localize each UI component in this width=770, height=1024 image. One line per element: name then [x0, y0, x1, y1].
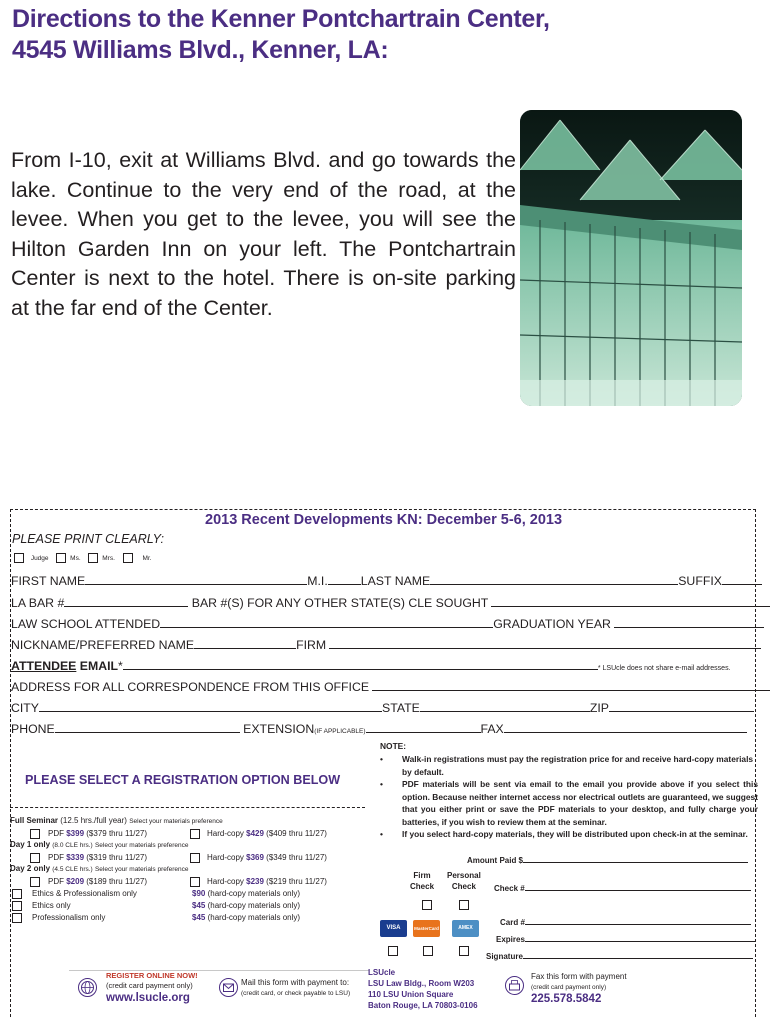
visa-logo	[380, 920, 407, 937]
personal-check-checkbox[interactable]	[459, 900, 469, 910]
fax-block	[531, 971, 627, 993]
hardcopy-price: $369	[246, 853, 264, 862]
option-pref: Select your materials preference	[94, 842, 189, 849]
email-row	[11, 658, 731, 676]
pdf-label: PDF	[48, 829, 64, 838]
email-note: * LSUcle does not share e-mail addresses.	[597, 665, 731, 672]
other-bar-label: BAR #(S) FOR ANY OTHER STATE(S) CLE SOUGHT	[191, 596, 489, 610]
print-clearly-label: PLEASE PRINT CLEARLY:	[12, 532, 164, 546]
salutation-row	[14, 553, 152, 563]
pdf-early-price: ($319 thru 11/27)	[86, 853, 148, 862]
professionalism-checkbox[interactable]	[12, 913, 22, 923]
card-number-text: Card #	[500, 918, 525, 927]
judge-checkbox[interactable]	[14, 553, 24, 563]
option-pref: Select your materials preference	[94, 866, 189, 873]
option-name: Day 2 only	[10, 864, 51, 873]
ms-label: Ms.	[70, 554, 81, 562]
other-bar-field[interactable]	[491, 595, 770, 607]
signature-label	[486, 949, 753, 961]
hardcopy-label: Hard-copy	[207, 877, 244, 886]
hardcopy-early-price: ($219 thru 11/27)	[266, 877, 327, 886]
la-bar-field[interactable]	[64, 595, 188, 607]
option-name: Day 1 only	[10, 840, 51, 849]
address-line-1: LSUcle	[368, 968, 396, 977]
fax-icon	[505, 976, 524, 995]
addon-label: Ethics & Professionalism only	[32, 889, 137, 898]
mrs-checkbox[interactable]	[88, 553, 98, 563]
online-note: (credit card payment only)	[106, 981, 193, 990]
mrs-label: Mrs.	[102, 554, 115, 562]
addon-note: (hard-copy materials only)	[207, 889, 301, 898]
addon-label: Professionalism only	[32, 913, 106, 922]
address-row	[11, 679, 770, 695]
attendee-label: ATTENDEE	[11, 659, 77, 673]
hardcopy-price: $429	[246, 829, 264, 838]
signature-text: Signature	[486, 952, 523, 961]
option-pref: Select your materials preference	[129, 818, 223, 825]
event-title: 2013 Recent Developments KN: December 5-6, 2013	[205, 512, 563, 528]
addon-price: $45	[192, 913, 206, 922]
suffix-label: SUFFIX	[678, 574, 722, 588]
email-asterisk: *	[118, 659, 123, 673]
firm-check-line-2: Check	[410, 882, 435, 891]
state-label: STATE	[382, 701, 420, 715]
day2-pdf-checkbox[interactable]	[30, 877, 40, 887]
mail-note: (credit card, or check payable to LSU)	[241, 990, 351, 997]
judge-label: Judge	[30, 554, 49, 562]
email-field[interactable]	[123, 658, 598, 670]
title-line-2: 4545 Williams Blvd., Kenner, LA:	[12, 36, 389, 64]
building-illustration	[520, 110, 742, 406]
note-text-2: PDF materials will be sent via email to the email you provide above if you select this option. Because neither internet access nor electrical outlets are guaranteed, we suggest that you either print or save the PDF materials to your desktop, and fully charge your batteries, if you wish to review them at the seminar.	[402, 779, 758, 827]
mail-text: Mail this form with payment to:	[241, 978, 350, 987]
grad-year-label: GRADUATION YEAR	[493, 617, 611, 631]
address-line-3: 110 LSU Union Square	[368, 990, 454, 999]
check-number-field[interactable]	[525, 881, 751, 891]
option-detail: (12.5 hrs./full year)	[60, 816, 127, 825]
register-online-heading: REGISTER ONLINE NOW!	[106, 971, 198, 980]
hardcopy-early-price: ($349 thru 11/27)	[266, 853, 327, 862]
addon-label: Ethics only	[32, 901, 71, 910]
bar-row	[11, 595, 770, 611]
page-title	[12, 4, 550, 66]
ethics-checkbox[interactable]	[12, 901, 22, 911]
last-name-field[interactable]	[430, 573, 678, 585]
option-detail: (8.0 CLE hrs.)	[52, 842, 93, 849]
extension-field[interactable]	[366, 721, 481, 733]
mi-field[interactable]	[328, 573, 361, 585]
address-field[interactable]	[372, 679, 770, 691]
zip-label: ZIP	[589, 701, 609, 715]
addon-note: (hard-copy materials only)	[207, 913, 301, 922]
directions-text: From I-10, exit at Williams Blvd. and go towards the lake. Continue to the very end of the road, at the levee. When you get to the levee, you will see the Hilton Garden Inn on your left. The Pontchartrain Center is next to the hotel. There is on-site parking at the far end of the Center.	[11, 148, 516, 320]
suffix-field[interactable]	[722, 573, 762, 585]
note-item: • Walk-in registrations must pay the registration price for and receive hard-copy materials by default.	[380, 753, 758, 778]
addon-price: $45	[192, 901, 206, 910]
option-day-2	[10, 863, 327, 888]
option-name: Full Seminar	[10, 816, 59, 825]
hardcopy-price: $239	[246, 877, 264, 886]
mastercard-logo	[413, 920, 440, 937]
day1-pdf-checkbox[interactable]	[30, 853, 40, 863]
name-row	[11, 573, 762, 589]
personal-check-line-1: Personal	[447, 871, 481, 880]
title-line-1: Directions to the Kenner Pontchartrain Center,	[12, 5, 550, 33]
mail-block	[241, 977, 350, 999]
firm-label: FIRM	[296, 638, 327, 652]
city-row	[11, 700, 754, 716]
fax-label: FAX	[480, 722, 504, 736]
city-label: CITY	[11, 701, 40, 715]
amex-checkbox[interactable]	[459, 946, 469, 956]
addon-item	[10, 888, 330, 900]
nickname-field[interactable]	[194, 637, 296, 649]
register-online-block	[106, 971, 198, 991]
law-school-field[interactable]	[160, 616, 493, 628]
hardcopy-label: Hard-copy	[207, 829, 244, 838]
hardcopy-early-price: ($409 thru 11/27)	[266, 829, 327, 838]
amount-paid-field[interactable]	[523, 853, 748, 863]
amex-logo	[452, 920, 479, 937]
address-line-2: LSU Law Bldg., Room W203	[368, 979, 475, 988]
amount-paid-text: Amount Paid $	[467, 856, 524, 865]
note-label: NOTE:	[380, 741, 407, 751]
pdf-label: PDF	[48, 853, 64, 862]
firm-check-checkbox[interactable]	[422, 900, 432, 910]
card-number-field[interactable]	[525, 915, 751, 925]
signature-field[interactable]	[523, 949, 753, 959]
pdf-price: $399	[66, 829, 85, 838]
expires-label	[496, 932, 755, 944]
phone-label: PHONE	[11, 722, 55, 736]
addon-price: $90	[192, 889, 206, 898]
mi-label: M.I.	[307, 574, 328, 588]
firm-check-line-1: Firm	[413, 871, 431, 880]
extension-label: EXTENSION	[243, 722, 315, 736]
note-item: • If you select hard-copy materials, they will be distributed upon check-in at the seminar.	[380, 829, 748, 839]
ms-checkbox[interactable]	[56, 553, 66, 563]
card-number-label	[500, 915, 751, 927]
note-item: • PDF materials will be sent via email to the email you provide above if you select this option. Because neither internet access nor electrical outlets are guaranteed, we suggest that you either print or save the PDF materials to your desktop, and fully charge your batteries, if you wish to review them at the seminar.	[380, 779, 758, 827]
address-label: ADDRESS FOR ALL CORRESPONDENCE FROM THIS OFFICE	[11, 680, 370, 694]
zip-field[interactable]	[609, 700, 754, 712]
pdf-price: $339	[66, 853, 85, 862]
registration-title: PLEASE SELECT A REGISTRATION OPTION BELOW	[25, 773, 341, 787]
mastercard-checkbox[interactable]	[423, 946, 433, 956]
note-text-1: Walk-in registrations must pay the registration price for and receive hard-copy materials by default.	[402, 754, 754, 777]
school-row	[11, 616, 764, 632]
pdf-price: $209	[66, 877, 85, 886]
check-number-text: Check #	[494, 884, 525, 893]
fax-number: 225.578.5842	[531, 993, 602, 1005]
pdf-early-price: ($189 thru 11/27)	[86, 877, 148, 886]
city-field[interactable]	[39, 700, 382, 712]
last-name-label: LAST NAME	[360, 574, 431, 588]
mr-checkbox[interactable]	[123, 553, 133, 563]
day1-hardcopy-checkbox[interactable]	[190, 853, 200, 863]
note-text-3: If you select hard-copy materials, they will be distributed upon check-in at the seminar.	[402, 829, 748, 839]
full-hardcopy-checkbox[interactable]	[190, 829, 200, 839]
day2-hardcopy-checkbox[interactable]	[190, 877, 200, 887]
addon-note: (hard-copy materials only)	[207, 901, 301, 910]
building-photo	[520, 110, 742, 406]
website-link[interactable]: www.lsucle.org	[106, 992, 190, 1004]
first-name-label: FIRST NAME	[11, 574, 86, 588]
mailing-address	[368, 967, 478, 1011]
full-pdf-checkbox[interactable]	[30, 829, 40, 839]
firm-field[interactable]	[329, 637, 761, 649]
amex-text: AMEX	[458, 925, 473, 931]
visa-text: VISA	[386, 925, 401, 931]
mail-icon	[219, 978, 238, 997]
hardcopy-label: Hard-copy	[207, 853, 244, 862]
check-number-label	[494, 881, 751, 893]
firm-check-label	[410, 870, 434, 892]
personal-check-label	[447, 870, 481, 892]
ethics-prof-checkbox[interactable]	[12, 889, 22, 899]
addon-list	[10, 888, 330, 924]
addon-item	[10, 912, 330, 924]
la-bar-label: LA BAR #	[11, 596, 65, 610]
globe-icon	[78, 978, 97, 997]
email-label: EMAIL	[79, 659, 119, 673]
if-applicable-label: (IF APPLICABLE)	[314, 728, 366, 735]
addon-item	[10, 900, 330, 912]
phone-field[interactable]	[55, 721, 240, 733]
cut-line-top	[10, 509, 756, 510]
fax-note: (credit card payment only)	[531, 984, 607, 991]
first-name-field[interactable]	[85, 573, 307, 585]
option-detail: (4.5 CLE hrs.)	[52, 866, 93, 873]
amount-paid-label	[467, 853, 748, 865]
registration-divider	[10, 807, 365, 808]
nickname-row	[11, 637, 761, 653]
phone-row	[11, 721, 747, 739]
pdf-label: PDF	[48, 877, 64, 886]
notes-list	[380, 753, 758, 841]
nickname-label: NICKNAME/PREFERRED NAME	[11, 638, 195, 652]
pdf-early-price: ($379 thru 11/27)	[86, 829, 148, 838]
mastercard-text: MasterCard	[414, 926, 439, 931]
address-line-4: Baton Rouge, LA 70803-0106	[368, 1001, 478, 1010]
law-school-label: LAW SCHOOL ATTENDED	[11, 617, 161, 631]
visa-checkbox[interactable]	[388, 946, 398, 956]
fax-text: Fax this form with payment	[531, 972, 627, 981]
personal-check-line-2: Check	[451, 882, 476, 891]
expires-text: Expires	[496, 935, 525, 944]
mr-label: Mr.	[142, 554, 152, 562]
option-day-1	[10, 839, 327, 864]
state-field[interactable]	[420, 700, 590, 712]
grad-year-field[interactable]	[614, 616, 764, 628]
option-full-seminar	[10, 815, 327, 840]
expires-field[interactable]	[525, 932, 755, 942]
fax-field[interactable]	[504, 721, 747, 733]
